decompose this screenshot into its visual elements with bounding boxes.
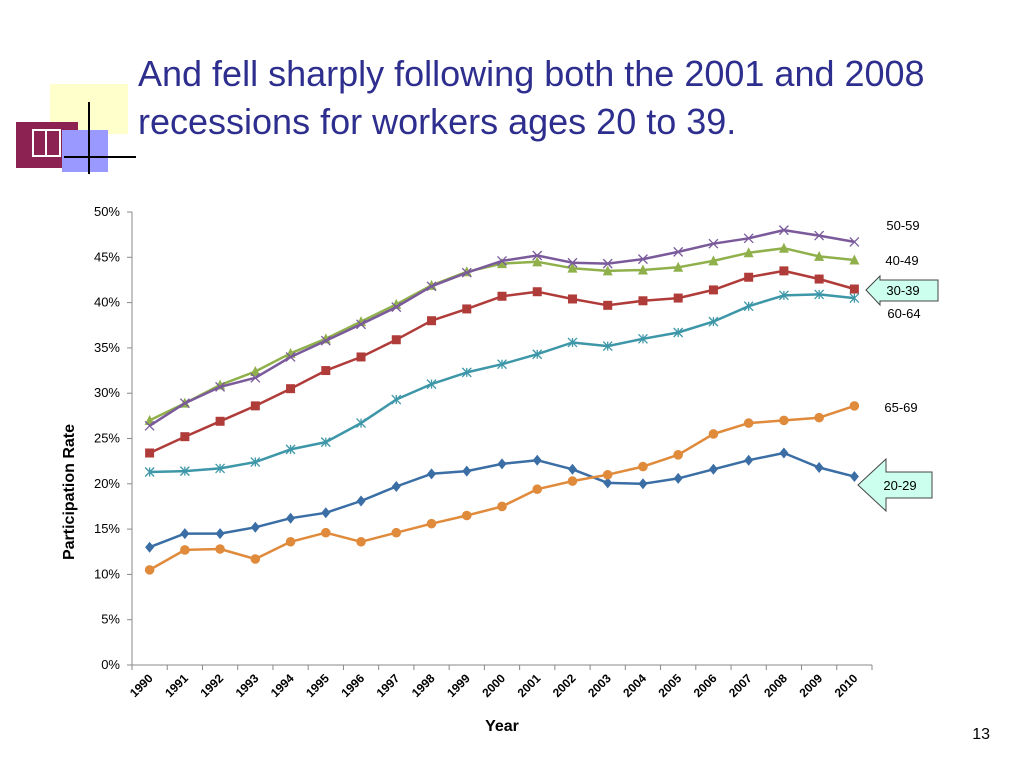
data-point bbox=[462, 511, 472, 521]
data-point bbox=[674, 473, 683, 484]
data-point bbox=[427, 519, 437, 529]
slide-title: And fell sharply following both the 2001 and 2008 recessions for workers ages 20 to 39. bbox=[138, 53, 925, 142]
data-point bbox=[638, 296, 647, 305]
y-tick-label: 35% bbox=[93, 339, 120, 355]
logo-blue-square bbox=[62, 130, 108, 172]
series-label-60-64: 60-64 bbox=[887, 306, 921, 321]
data-point bbox=[216, 417, 225, 426]
x-tick-label: 1997 bbox=[373, 671, 403, 701]
page-number: 13 bbox=[972, 726, 990, 743]
data-point bbox=[251, 401, 260, 410]
data-point bbox=[357, 496, 366, 507]
data-point bbox=[180, 432, 189, 441]
data-point bbox=[850, 285, 859, 294]
data-point bbox=[603, 301, 612, 310]
data-point bbox=[392, 481, 401, 492]
x-axis-title: Year bbox=[485, 718, 519, 735]
x-tick-label: 2005 bbox=[655, 671, 685, 701]
data-point bbox=[568, 464, 577, 475]
data-point bbox=[321, 507, 330, 518]
data-point bbox=[462, 466, 471, 477]
data-point bbox=[568, 476, 578, 486]
series-60-64 bbox=[145, 290, 859, 477]
x-tick-label: 2004 bbox=[620, 671, 650, 701]
y-tick-labels bbox=[94, 204, 120, 672]
data-point bbox=[744, 418, 754, 428]
data-point bbox=[709, 429, 719, 439]
x-tick-label: 2008 bbox=[761, 671, 791, 701]
data-point bbox=[286, 537, 296, 547]
data-point bbox=[533, 455, 542, 466]
y-tick-label: 30% bbox=[93, 385, 120, 401]
x-tick-label: 2003 bbox=[585, 671, 614, 701]
data-point bbox=[744, 273, 753, 282]
y-axis-title: Participation Rate bbox=[61, 423, 78, 561]
data-point bbox=[216, 528, 225, 539]
logo-icon bbox=[16, 84, 136, 174]
data-point bbox=[357, 352, 366, 361]
data-point bbox=[815, 462, 824, 473]
data-point bbox=[462, 304, 471, 313]
x-tick-label: 1995 bbox=[303, 671, 332, 701]
x-tick-label: 1994 bbox=[267, 671, 297, 701]
chart-series bbox=[145, 226, 860, 575]
data-point bbox=[356, 537, 366, 547]
data-point bbox=[638, 478, 647, 489]
data-point bbox=[392, 395, 401, 404]
data-point bbox=[674, 294, 683, 303]
data-point bbox=[532, 484, 542, 494]
y-tick-label: 25% bbox=[93, 430, 120, 446]
data-point bbox=[321, 528, 331, 538]
x-tick-label: 2009 bbox=[796, 671, 826, 701]
data-point bbox=[321, 366, 330, 375]
x-tick-label: 2006 bbox=[690, 671, 720, 701]
series-65-69 bbox=[145, 401, 859, 575]
y-tick-label: 45% bbox=[93, 249, 120, 265]
y-tick-label: 5% bbox=[101, 611, 120, 627]
data-point bbox=[498, 458, 507, 469]
data-point bbox=[251, 554, 261, 564]
data-point bbox=[779, 447, 788, 458]
chart-axes bbox=[127, 212, 872, 670]
series-40-49 bbox=[145, 243, 860, 425]
data-point bbox=[568, 294, 577, 303]
data-point bbox=[180, 528, 189, 539]
y-tick-label: 10% bbox=[93, 566, 120, 582]
series-label-65-69: 65-69 bbox=[884, 400, 918, 415]
data-point bbox=[180, 545, 190, 555]
data-point bbox=[145, 565, 155, 575]
data-point bbox=[779, 266, 788, 275]
x-tick-label: 2002 bbox=[549, 671, 579, 701]
data-point bbox=[603, 470, 613, 480]
series-label-50-59: 50-59 bbox=[886, 218, 920, 233]
data-point bbox=[744, 455, 753, 466]
x-tick-label: 2000 bbox=[479, 671, 509, 701]
y-tick-label: 15% bbox=[93, 521, 120, 537]
data-point bbox=[145, 542, 154, 553]
x-tick-label: 1990 bbox=[126, 671, 156, 701]
series-label-20-29: 20-29 bbox=[883, 478, 917, 493]
data-point bbox=[427, 468, 436, 479]
series-line bbox=[150, 406, 855, 570]
data-point bbox=[392, 335, 401, 344]
data-point bbox=[815, 275, 824, 284]
y-tick-label: 0% bbox=[101, 657, 120, 672]
x-tick-label: 1999 bbox=[444, 671, 473, 701]
y-tick-label: 50% bbox=[93, 204, 120, 219]
data-point bbox=[814, 413, 824, 423]
series-labels bbox=[883, 218, 920, 493]
x-tick-label: 2010 bbox=[831, 671, 861, 701]
x-tick-label: 2007 bbox=[726, 671, 755, 701]
data-point bbox=[427, 316, 436, 325]
x-tick-label: 1996 bbox=[338, 671, 368, 701]
data-point bbox=[850, 401, 860, 411]
data-point bbox=[533, 287, 542, 296]
data-point bbox=[709, 285, 718, 294]
data-point bbox=[709, 464, 718, 475]
series-label-40-49: 40-49 bbox=[885, 253, 919, 268]
data-point bbox=[673, 450, 683, 460]
data-point bbox=[498, 292, 507, 301]
series-label-30-39: 30-39 bbox=[886, 283, 920, 298]
data-point bbox=[391, 528, 401, 538]
data-point bbox=[850, 471, 859, 482]
data-point bbox=[497, 502, 507, 512]
series-line bbox=[150, 294, 855, 472]
x-tick-labels bbox=[127, 671, 861, 700]
x-tick-label: 1992 bbox=[197, 671, 227, 701]
x-tick-label: 2001 bbox=[514, 671, 544, 701]
data-point bbox=[638, 462, 648, 472]
data-point bbox=[286, 384, 295, 393]
data-point bbox=[251, 522, 260, 533]
data-point bbox=[286, 513, 295, 524]
y-tick-label: 40% bbox=[93, 294, 120, 310]
data-point bbox=[779, 416, 789, 426]
x-tick-label: 1991 bbox=[162, 671, 191, 701]
x-tick-label: 1993 bbox=[232, 671, 262, 701]
data-point bbox=[357, 419, 366, 428]
x-tick-label: 1998 bbox=[408, 671, 438, 701]
y-tick-label: 20% bbox=[93, 475, 120, 491]
data-point bbox=[145, 448, 154, 457]
data-point bbox=[215, 544, 225, 554]
